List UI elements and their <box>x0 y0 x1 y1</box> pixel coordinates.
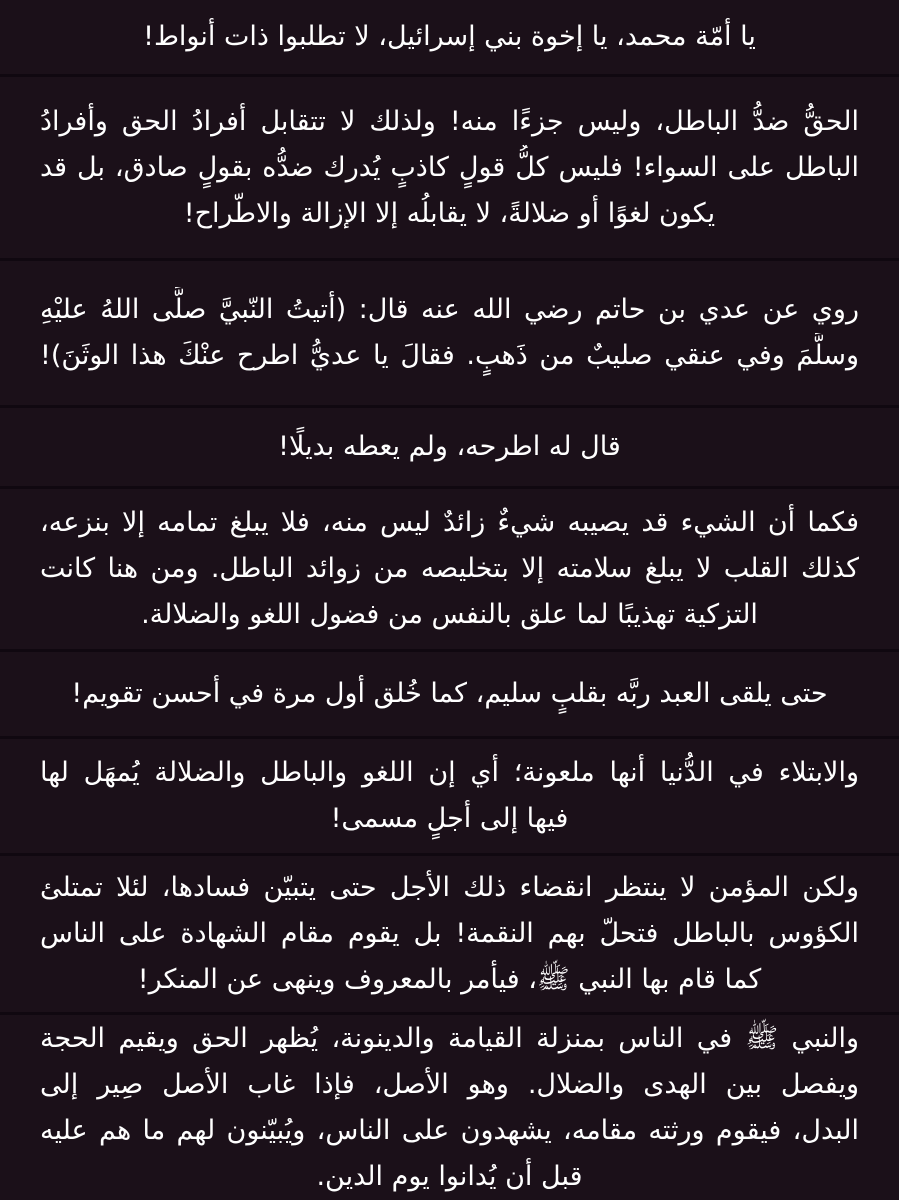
text-line: الحقُّ ضدُّ الباطل، وليس جزءًا منه! ولذلك لا تتقابل أفرادُ الحق وأفرادُ <box>40 105 859 137</box>
text-line: كما قام بها النبي ﷺ، فيأمر بالمعروف وينهى عن المنكر! <box>137 964 762 995</box>
text-line: ولكن المؤمن لا ينتظر انقضاء ذلك الأجل حتى يتبيّن فسادها، لئلا تمتلئ <box>40 872 859 903</box>
text-line: التزكية تهذيبًا لما علق بالنفس من فضول اللغو والضلالة. <box>141 599 758 630</box>
text-line: الباطل على السواء! فليس كلُّ قولٍ كاذبٍ يُدرك ضدُّه بقولٍ صادق، بل قد <box>40 151 859 183</box>
text-line: ويفصل بين الهدى والضلال. وهو الأصل، فإذا غاب الأصل صِير إلى <box>40 1068 859 1100</box>
text-line: الكؤوس بالباطل فتحلّ بهم النقمة! بل يقوم مقام الشهادة على الناس <box>40 918 859 949</box>
text-line: قبل أن يُدانوا يوم الدين. <box>316 1160 583 1192</box>
paragraph-no-substitute <box>0 408 899 486</box>
paragraph-truth-falsehood <box>0 77 899 258</box>
text-line: والنبي ﷺ في الناس بمنزلة القيامة والدينونة، يُظهر الحق ويقيم الحجة <box>40 1022 859 1054</box>
text-line: فكما أن الشيء قد يصيبه شيءٌ زائدٌ ليس منه، فلا يبلغ تمامه إلا بنزعه، <box>40 507 859 538</box>
paragraph-believer-witness <box>0 856 899 1012</box>
text-line: والابتلاء في الدُّنيا أنها ملعونة؛ أي إن اللغو والباطل والضلالة يُمهَل لها <box>40 757 859 788</box>
paragraph-prophet-judgment <box>0 1015 899 1200</box>
text-line: روي عن عدي بن حاتم رضي الله عنه قال: (أتيتُ النّبيَّ صلَّى اللهُ عليْهِ <box>40 294 859 325</box>
paragraph-hadith-adi <box>0 261 899 405</box>
paragraph-sound-heart <box>0 652 899 736</box>
text-line: يكون لغوًا أو ضلالةً، لا يقابلُه إلا الإزالة والاطّراح! <box>183 197 716 229</box>
paragraph-purification <box>0 489 899 649</box>
text-line: يا أمّة محمد، يا إخوة بني إسرائيل، لا تطلبوا ذات أنواط! <box>143 21 756 52</box>
text-line: وسلَّمَ وفي عنقي صليبٌ من ذَهبٍ. فقالَ يا عديُّ اطرح عنْكَ هذا الوثَنَ)! <box>40 340 859 371</box>
paragraph-dhat-anwat <box>0 0 899 74</box>
text-line: فيها إلى أجلٍ مسمى! <box>330 803 569 834</box>
paragraph-trial-of-world <box>0 739 899 853</box>
text-line: قال له اطرحه، ولم يعطه بديلًا! <box>278 431 621 462</box>
text-line: حتى يلقى العبد ربَّه بقلبٍ سليم، كما خُلق أول مرة في أحسن تقويم! <box>71 678 828 709</box>
text-line: البدل، فيقوم ورثته مقامه، يشهدون على الناس، ويُبيّنون لهم ما هم عليه <box>40 1114 859 1146</box>
text-line: كذلك القلب لا يبلغ سلامته إلا بتخليصه من زوائد الباطل. ومن هنا كانت <box>40 553 859 584</box>
